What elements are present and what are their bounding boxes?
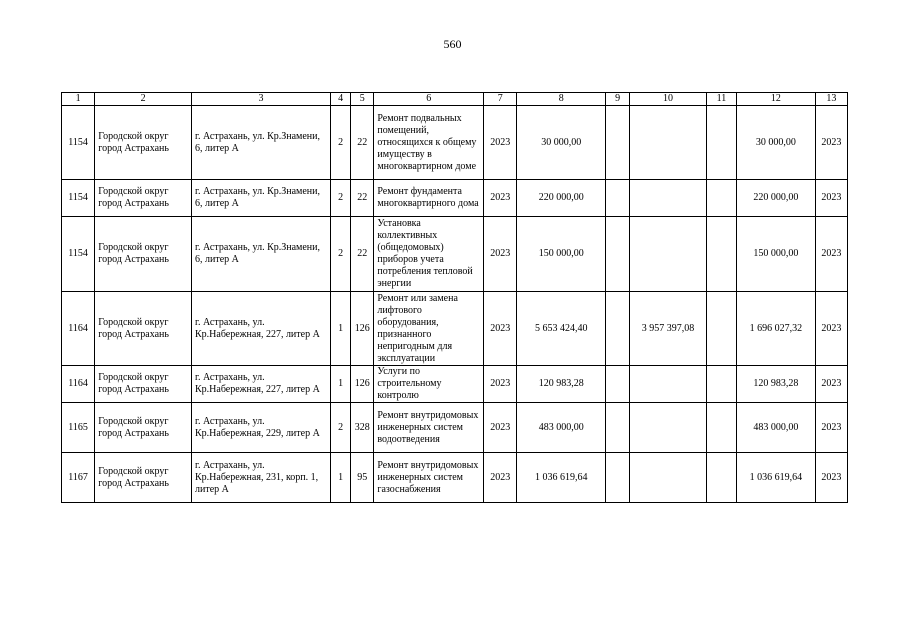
column-header: 9 bbox=[606, 93, 630, 106]
cell-col11 bbox=[706, 106, 736, 180]
cell-col9 bbox=[606, 217, 630, 292]
address-cell: г. Астрахань, ул. Кр.Набережная, 229, литер А bbox=[191, 403, 330, 453]
amount-cell: 1 036 619,64 bbox=[517, 453, 606, 503]
cell-col10 bbox=[630, 366, 707, 403]
year-cell: 2023 bbox=[484, 217, 517, 292]
work-type-cell: Ремонт внутридомовых инженерных систем водоотведения bbox=[374, 403, 484, 453]
cell-col5: 22 bbox=[351, 217, 374, 292]
table-body bbox=[62, 106, 848, 503]
table-row bbox=[62, 403, 848, 453]
column-header: 5 bbox=[351, 93, 374, 106]
cell-col12: 220 000,00 bbox=[737, 180, 816, 217]
amount-cell: 220 000,00 bbox=[517, 180, 606, 217]
header-row bbox=[62, 93, 848, 106]
cell-col9 bbox=[606, 106, 630, 180]
work-type-cell: Ремонт подвальных помещений, относящихся к общему имуществу в многоквартирном доме bbox=[374, 106, 484, 180]
work-type-cell: Установка коллективных (общедомовых) приборов учета потребления тепловой энергии bbox=[374, 217, 484, 292]
cell-col10 bbox=[630, 217, 707, 292]
amount-cell: 483 000,00 bbox=[517, 403, 606, 453]
row-number-cell: 1164 bbox=[62, 366, 95, 403]
municipality-cell: Городской округ город Астрахань bbox=[95, 403, 192, 453]
cell-col10 bbox=[630, 403, 707, 453]
row-number-cell: 1154 bbox=[62, 217, 95, 292]
cell-col4: 1 bbox=[331, 453, 351, 503]
cell-col4: 2 bbox=[331, 180, 351, 217]
cell-col12: 483 000,00 bbox=[737, 403, 816, 453]
registry-table bbox=[61, 92, 848, 503]
cell-col12: 1 696 027,32 bbox=[737, 292, 816, 366]
cell-col9 bbox=[606, 453, 630, 503]
year-cell: 2023 bbox=[484, 292, 517, 366]
address-cell: г. Астрахань, ул. Кр.Знамени, 6, литер А bbox=[191, 180, 330, 217]
column-header: 4 bbox=[331, 93, 351, 106]
amount-cell: 30 000,00 bbox=[517, 106, 606, 180]
cell-col10 bbox=[630, 106, 707, 180]
municipality-cell: Городской округ город Астрахань bbox=[95, 292, 192, 366]
page-number: 560 bbox=[443, 37, 462, 51]
column-header: 1 bbox=[62, 93, 95, 106]
work-type-cell: Ремонт фундамента многоквартирного дома bbox=[374, 180, 484, 217]
cell-col11 bbox=[706, 403, 736, 453]
cell-col12: 1 036 619,64 bbox=[737, 453, 816, 503]
cell-col5: 126 bbox=[351, 366, 374, 403]
column-header: 10 bbox=[630, 93, 707, 106]
cell-col4: 2 bbox=[331, 403, 351, 453]
amount-cell: 120 983,28 bbox=[517, 366, 606, 403]
cell-col13: 2023 bbox=[815, 453, 847, 503]
cell-col13: 2023 bbox=[815, 292, 847, 366]
table-row bbox=[62, 366, 848, 403]
cell-col5: 95 bbox=[351, 453, 374, 503]
cell-col4: 1 bbox=[331, 366, 351, 403]
cell-col9 bbox=[606, 180, 630, 217]
column-header: 6 bbox=[374, 93, 484, 106]
work-type-cell: Ремонт внутридомовых инженерных систем газоснабжения bbox=[374, 453, 484, 503]
cell-col13: 2023 bbox=[815, 106, 847, 180]
column-header: 13 bbox=[815, 93, 847, 106]
work-type-cell: Ремонт или замена лифтового оборудования, признанного непригодным для эксплуатации bbox=[374, 292, 484, 366]
amount-cell: 5 653 424,40 bbox=[517, 292, 606, 366]
column-header: 2 bbox=[95, 93, 192, 106]
cell-col5: 328 bbox=[351, 403, 374, 453]
address-cell: г. Астрахань, ул. Кр.Знамени, 6, литер А bbox=[191, 217, 330, 292]
year-cell: 2023 bbox=[484, 453, 517, 503]
column-header: 12 bbox=[737, 93, 816, 106]
municipality-cell: Городской округ город Астрахань bbox=[95, 453, 192, 503]
cell-col10: 3 957 397,08 bbox=[630, 292, 707, 366]
cell-col11 bbox=[706, 366, 736, 403]
cell-col5: 22 bbox=[351, 180, 374, 217]
cell-col13: 2023 bbox=[815, 403, 847, 453]
table-header bbox=[62, 93, 848, 106]
cell-col9 bbox=[606, 366, 630, 403]
cell-col5: 126 bbox=[351, 292, 374, 366]
cell-col9 bbox=[606, 292, 630, 366]
row-number-cell: 1167 bbox=[62, 453, 95, 503]
municipality-cell: Городской округ город Астрахань bbox=[95, 217, 192, 292]
table-row bbox=[62, 217, 848, 292]
year-cell: 2023 bbox=[484, 366, 517, 403]
column-header: 8 bbox=[517, 93, 606, 106]
cell-col13: 2023 bbox=[815, 217, 847, 292]
amount-cell: 150 000,00 bbox=[517, 217, 606, 292]
cell-col10 bbox=[630, 180, 707, 217]
table-row bbox=[62, 292, 848, 366]
cell-col11 bbox=[706, 292, 736, 366]
table-row bbox=[62, 453, 848, 503]
address-cell: г. Астрахань, ул. Кр.Знамени, 6, литер А bbox=[191, 106, 330, 180]
work-type-cell: Услуги по строительному контролю bbox=[374, 366, 484, 403]
cell-col12: 30 000,00 bbox=[737, 106, 816, 180]
cell-col4: 1 bbox=[331, 292, 351, 366]
year-cell: 2023 bbox=[484, 403, 517, 453]
column-header: 7 bbox=[484, 93, 517, 106]
column-header: 3 bbox=[191, 93, 330, 106]
municipality-cell: Городской округ город Астрахань bbox=[95, 180, 192, 217]
cell-col13: 2023 bbox=[815, 180, 847, 217]
row-number-cell: 1154 bbox=[62, 180, 95, 217]
municipality-cell: Городской округ город Астрахань bbox=[95, 366, 192, 403]
cell-col4: 2 bbox=[331, 217, 351, 292]
cell-col12: 150 000,00 bbox=[737, 217, 816, 292]
cell-col10 bbox=[630, 453, 707, 503]
column-header: 11 bbox=[706, 93, 736, 106]
cell-col11 bbox=[706, 180, 736, 217]
table-row bbox=[62, 106, 848, 180]
row-number-cell: 1154 bbox=[62, 106, 95, 180]
table-row bbox=[62, 180, 848, 217]
address-cell: г. Астрахань, ул. Кр.Набережная, 231, корп. 1, литер А bbox=[191, 453, 330, 503]
cell-col12: 120 983,28 bbox=[737, 366, 816, 403]
cell-col4: 2 bbox=[331, 106, 351, 180]
municipality-cell: Городской округ город Астрахань bbox=[95, 106, 192, 180]
address-cell: г. Астрахань, ул. Кр.Набережная, 227, литер А bbox=[191, 292, 330, 366]
cell-col11 bbox=[706, 453, 736, 503]
cell-col11 bbox=[706, 217, 736, 292]
row-number-cell: 1164 bbox=[62, 292, 95, 366]
address-cell: г. Астрахань, ул. Кр.Набережная, 227, литер А bbox=[191, 366, 330, 403]
year-cell: 2023 bbox=[484, 180, 517, 217]
cell-col5: 22 bbox=[351, 106, 374, 180]
row-number-cell: 1165 bbox=[62, 403, 95, 453]
year-cell: 2023 bbox=[484, 106, 517, 180]
cell-col13: 2023 bbox=[815, 366, 847, 403]
cell-col9 bbox=[606, 403, 630, 453]
